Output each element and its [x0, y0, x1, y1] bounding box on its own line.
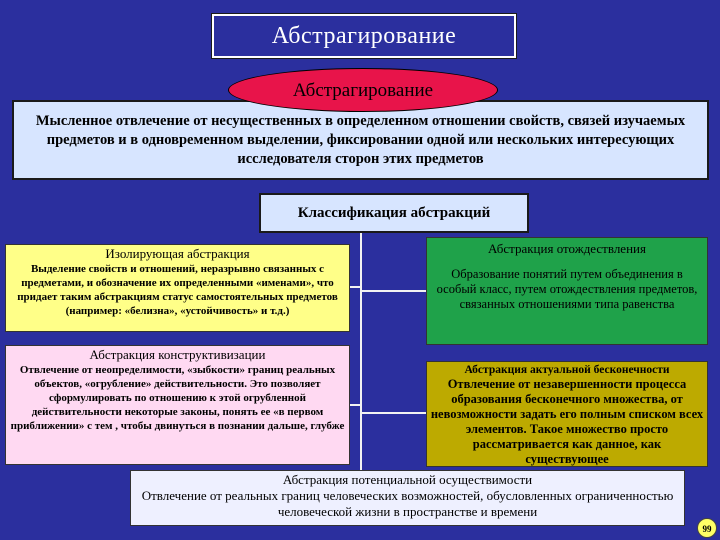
potential-feasibility-abstraction-title: Абстракция потенциальной осуществимости	[282, 472, 533, 487]
isolating-abstraction-box	[5, 244, 350, 332]
actual-infinity-abstraction-text: Отвлечение от незавершенности процесса образования бесконечного множества, от невозможности задать его полным списком всех элементов. Такое множество просто рассматривается как данное, как существующее	[430, 377, 704, 466]
page-title: Абстрагирование	[212, 14, 516, 58]
potential-feasibility-abstraction-text: Отвлечение от реальных границ человеческих возможностей, обусловленных ограниченностью человеческой жизни в пространстве и времени	[141, 488, 674, 519]
identification-abstraction-box	[426, 237, 708, 345]
identification-abstraction-text: Образование понятий путем объединения в особый класс, путем отождествления предметов, связанных отношениями типа равенства	[436, 267, 698, 311]
constructive-abstraction-title: Абстракция конструктивизации	[89, 347, 266, 362]
potential-feasibility-abstraction-box	[130, 470, 685, 526]
connector-left-con	[350, 404, 361, 406]
identification-abstraction-title: Абстракция отождествления	[488, 241, 646, 256]
isolating-abstraction-title: Изолирующая абстракция	[105, 246, 250, 261]
constructive-abstraction-text: Отвлечение от неопределимости, «зыбкости» границ реальных объектов, «огрубление» действительности. Это позволяет сформулировать по отношению к этой огрубленной действительности некоторые законы, понять ее «в первом приближении» с тем , чтобы двинуться в познании дальше, глубже	[10, 364, 345, 432]
definition-box	[12, 100, 709, 180]
constructive-abstraction-box	[5, 345, 350, 465]
classification-box: Классификация абстракций	[259, 193, 529, 233]
connector-left-iso	[350, 286, 361, 288]
isolating-abstraction-text: Выделение свойств и отношений, неразрывно связанных с предметами, и обозначение их определенными «именами», что придает таким абстракциям статус самостоятельных предметов (например: «белизна», «устойчивость» и т.д.)	[17, 263, 338, 317]
page-number-badge: 99	[697, 518, 717, 538]
connector-right-ident	[361, 290, 426, 292]
connector-vertical-main	[360, 233, 362, 470]
actual-infinity-abstraction-title: Абстракция актуальной бесконечности	[464, 364, 670, 376]
definition-text: Мысленное отвлечение от несущественных в определенном отношении свойств, связей изучаемых предметов и в одновременном выделении, фиксировании одной или нескольких интересующих исследователя сторон этих предметов	[35, 113, 686, 167]
definition-label-ellipse: Абстрагирование	[228, 68, 498, 112]
actual-infinity-abstraction-box	[426, 361, 708, 467]
connector-right-actual	[361, 412, 426, 414]
